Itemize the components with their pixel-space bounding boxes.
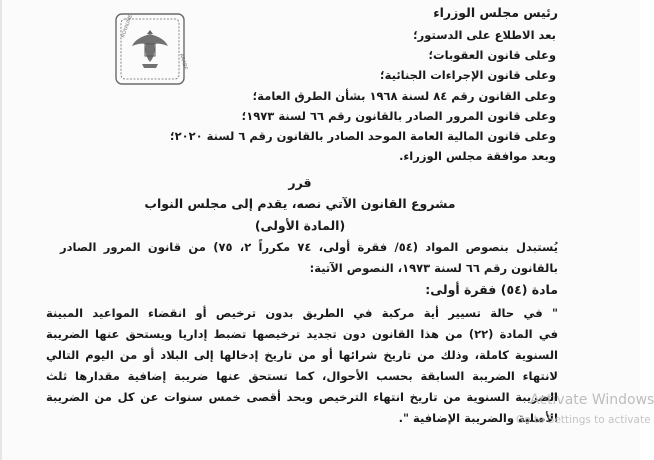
activate-windows-hint: Go to Settings to activate: [516, 414, 651, 426]
preamble-line: وعلى القانون رقم ٨٤ لسنة ١٩٦٨ بشأن الطرق العامة؛: [252, 89, 556, 103]
preamble-line: وعلى قانون المرور الصادر بالقانون رقم ٦٦ لسنة ١٩٧٣؛: [241, 109, 556, 123]
preamble-line: بعد الاطلاع على الدستور؛: [413, 28, 556, 42]
article-54-text-line: السنوية كاملة، وذلك من تاريخ شرائها أو من تاريخ إدخالها إلى البلاد أو من اليوم التالي: [46, 348, 558, 362]
svg-text:ROYAUME: ROYAUME: [120, 13, 135, 39]
document-header: رئيس مجلس الوزراء: [433, 5, 558, 20]
eagle-seal-icon: [110, 8, 190, 90]
article-54-text-line: في المادة (٢٢) من هذا القانون دون تجديد ترخيصها تضبط إداريا ويستحق عنها الضريبة: [46, 327, 558, 341]
article-54-text-line: الأصلية والضريبة الإضافية ".: [398, 411, 558, 425]
activate-windows-title: Activate Windows: [530, 392, 654, 408]
bill-title: مشروع القانون الآتي نصه، يقدم إلى مجلس النواب: [144, 196, 456, 211]
article-54-text-line: الضريبة السنوية من تاريخ انتهاء الترخيص وبحد أقصى خمس سنوات عن كل من الضريبة: [46, 390, 558, 404]
article-one-heading: (المادة الأولى): [254, 218, 346, 233]
article-one-text-line: يُستبدل بنصوص المواد (٥٤/ فقرة أولى، ٧٤ مكرراً ٢، ٧٥) من قانون المرور الصادر: [60, 240, 558, 254]
preamble-line: وعلى قانون المالية العامة الموحد الصادر بالقانون رقم ٦ لسنة ٢٠٢٠؛: [169, 129, 556, 143]
article-one-text-line: بالقانون رقم ٦٦ لسنة ١٩٧٣، النصوص الآتية:: [309, 261, 558, 275]
svg-text:ARABE: ARABE: [178, 52, 189, 71]
article-54-heading: مادة (٥٤) فقرة أولى:: [425, 282, 558, 297]
article-54-text-line: لانتهاء الضريبة السابقة بحسب الأحوال، كما تستحق عنها ضريبة إضافية مقدارها ثلث: [46, 369, 558, 383]
decided-heading: قرر: [288, 175, 312, 190]
preamble-line: وعلى قانون العقوبات؛: [428, 48, 556, 62]
preamble-line: وبعد موافقة مجلس الوزراء.: [399, 149, 556, 163]
article-54-text-line: " في حالة تسيير أية مركبة في الطريق بدون ترخيص أو انقضاء المواعيد المبينة: [46, 306, 558, 320]
preamble-line: وعلى قانون الإجراءات الجنائية؛: [380, 68, 556, 82]
